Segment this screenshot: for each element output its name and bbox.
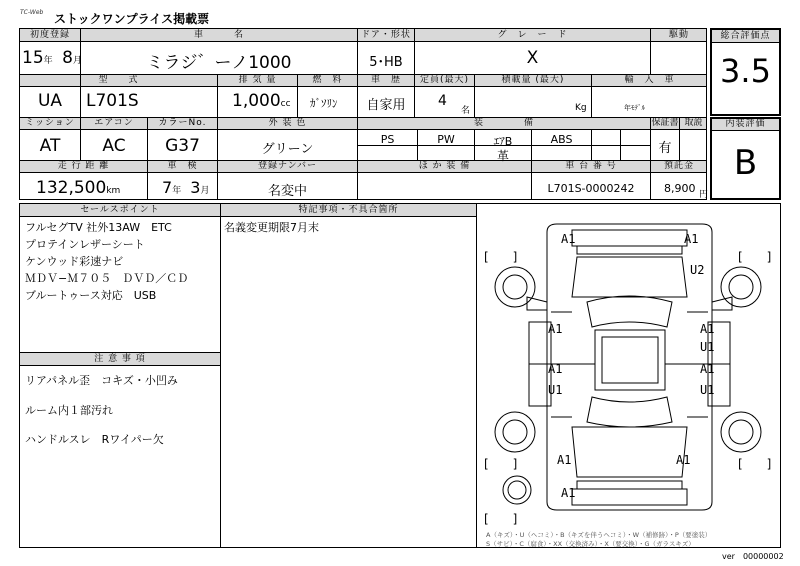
damage-mark: A1 [684, 232, 699, 246]
model-label: 型 式 [98, 75, 139, 85]
overall-score-value: 3.5 [720, 52, 771, 90]
damage-mark: A1 [548, 362, 563, 376]
mileage-label: 走 行 距 離 [57, 161, 110, 171]
model-value: L701S [86, 91, 139, 111]
sales-line-2: プロテインレザーシート [25, 238, 145, 251]
aircon-label: エアコン [94, 118, 134, 128]
damage-mark: A1 [700, 322, 715, 336]
equip-item-airbag: ｴｱB [493, 135, 513, 148]
car-damage-diagram [477, 202, 780, 547]
inspection-label: 車 検 [167, 161, 198, 171]
price-value: 8,900 [664, 182, 696, 195]
notes-line-1: リアパネル歪 コキズ・小凹み [25, 374, 178, 387]
capacity-value: 4 [438, 93, 447, 109]
warranty-label: 保証書 [651, 118, 679, 128]
price-unit: 円 [699, 190, 709, 200]
color-no-label: カラーNo. [158, 118, 207, 128]
equip-item-ps: PS [380, 133, 395, 146]
damage-mark: U1 [700, 383, 715, 397]
damage-mark: A1 [561, 232, 576, 246]
door-label: ドア・形状 [361, 30, 411, 40]
fuel-label: 燃 料 [312, 75, 343, 85]
sales-line-5: ブルートゥース対応 USB [25, 289, 157, 302]
sales-line-3: ケンウッド彩速ナビ [25, 255, 124, 268]
displacement-value: 1,000cc [232, 91, 291, 111]
logo: TC-Web [20, 9, 44, 16]
notes-line-5: ハンドルスレ Rワイパー欠 [25, 433, 164, 446]
vin-label: 車 台 番 号 [565, 161, 617, 171]
warranty-value: 有 [658, 141, 672, 156]
interior-score-label: 内装評価 [712, 119, 779, 130]
overall-score-label: 総合評価点 [712, 30, 779, 42]
equipment-label: 装 備 [473, 118, 534, 128]
model-prefix: UA [37, 91, 63, 111]
equip-value-leather: 革 [496, 149, 509, 163]
glass-bracket: [ ] [484, 512, 518, 526]
grade-label: グ レ ー ド [497, 30, 568, 40]
other-equip-label: ほ か 装 備 [418, 161, 471, 171]
car-name-label: 車 名 [193, 30, 244, 40]
load-unit: Kg [575, 103, 587, 113]
price-label: 預託金 [663, 161, 694, 171]
exterior-label: 外 装 色 [268, 118, 307, 128]
damage-mark: A1 [548, 322, 563, 336]
damage-mark: A1 [676, 453, 691, 467]
first-reg-value: 15年 8月 [22, 48, 82, 68]
color-no-value: G37 [165, 136, 200, 156]
grade-value: X [526, 48, 539, 68]
damage-legend-2: S（サビ）・C（腐食）・XX（交換済み）・X（要交換）・G（ガラスキズ） [486, 540, 695, 548]
history-value: 自家用 [366, 98, 406, 113]
damage-mark: A1 [557, 453, 572, 467]
glass-bracket: [ ] [484, 250, 518, 264]
mileage-value: 132,500km [36, 178, 121, 198]
car-name-value: ミラジ゛ーノ1000 [146, 53, 292, 73]
plate-label: 登録ナンバー [258, 161, 317, 171]
sales-line-4: ＭＤＶ−Ｍ７０５ ＤＶＤ／ＣＤ [25, 272, 189, 285]
interior-score-value: B [733, 143, 758, 183]
inspection-value: 7年 3月 [162, 178, 210, 197]
aircon-value: AC [102, 136, 126, 156]
history-label: 車 歴 [370, 75, 401, 85]
load-label: 積載量 (最大) [501, 75, 565, 85]
damage-mark: U1 [548, 383, 563, 397]
first-reg-label: 初度登録 [29, 30, 70, 40]
exterior-value: グリーン [261, 142, 314, 157]
displacement-label: 排 気 量 [238, 75, 277, 85]
import-label: 輸 入 車 [624, 75, 675, 85]
page-title: ストックワンプライス掲載票 [54, 12, 210, 26]
damage-mark: U1 [700, 340, 715, 354]
capacity-label: 定員(最大) [419, 75, 470, 85]
import-model: 年ﾓﾃﾞﾙ [624, 104, 645, 112]
mission-label: ミッション [25, 118, 75, 128]
version-label: ver 00000002 [722, 552, 784, 561]
fuel-value: ｶﾞｿﾘﾝ [310, 97, 338, 110]
glass-bracket: [ ] [738, 250, 772, 264]
special-notes-label: 特記事項・不具合箇所 [221, 204, 476, 216]
equip-item-pw: PW [437, 133, 455, 146]
damage-mark: A1 [700, 362, 715, 376]
mission-value: AT [39, 136, 61, 156]
vin-value: L701S-0000242 [547, 182, 635, 195]
glass-bracket: [ ] [484, 457, 518, 471]
equip-item-abs: ABS [550, 133, 573, 146]
manual-label: 取説 [684, 118, 703, 128]
plate-value: 名変中 [267, 184, 307, 199]
sales-points-label: セールスポイント [20, 204, 220, 216]
damage-mark: U2 [690, 263, 705, 277]
sales-line-1: フルセグTV 社外13AW ETC [25, 221, 172, 234]
notes-line-3: ルーム内１部汚れ [25, 404, 113, 417]
damage-mark: A1 [561, 486, 576, 500]
special-line-1: 名義変更期限7月末 [224, 221, 319, 234]
notes-label: 注 意 事 項 [20, 353, 220, 365]
glass-bracket: [ ] [738, 457, 772, 471]
door-value: 5･HB [369, 55, 403, 70]
drive-label: 駆動 [668, 30, 689, 40]
damage-legend-1: A（キズ）・U（ヘコミ）・B（キズを伴うヘコミ）・W（補修跡）・P（要塗装） [486, 531, 712, 539]
capacity-unit: 名 [461, 106, 471, 116]
